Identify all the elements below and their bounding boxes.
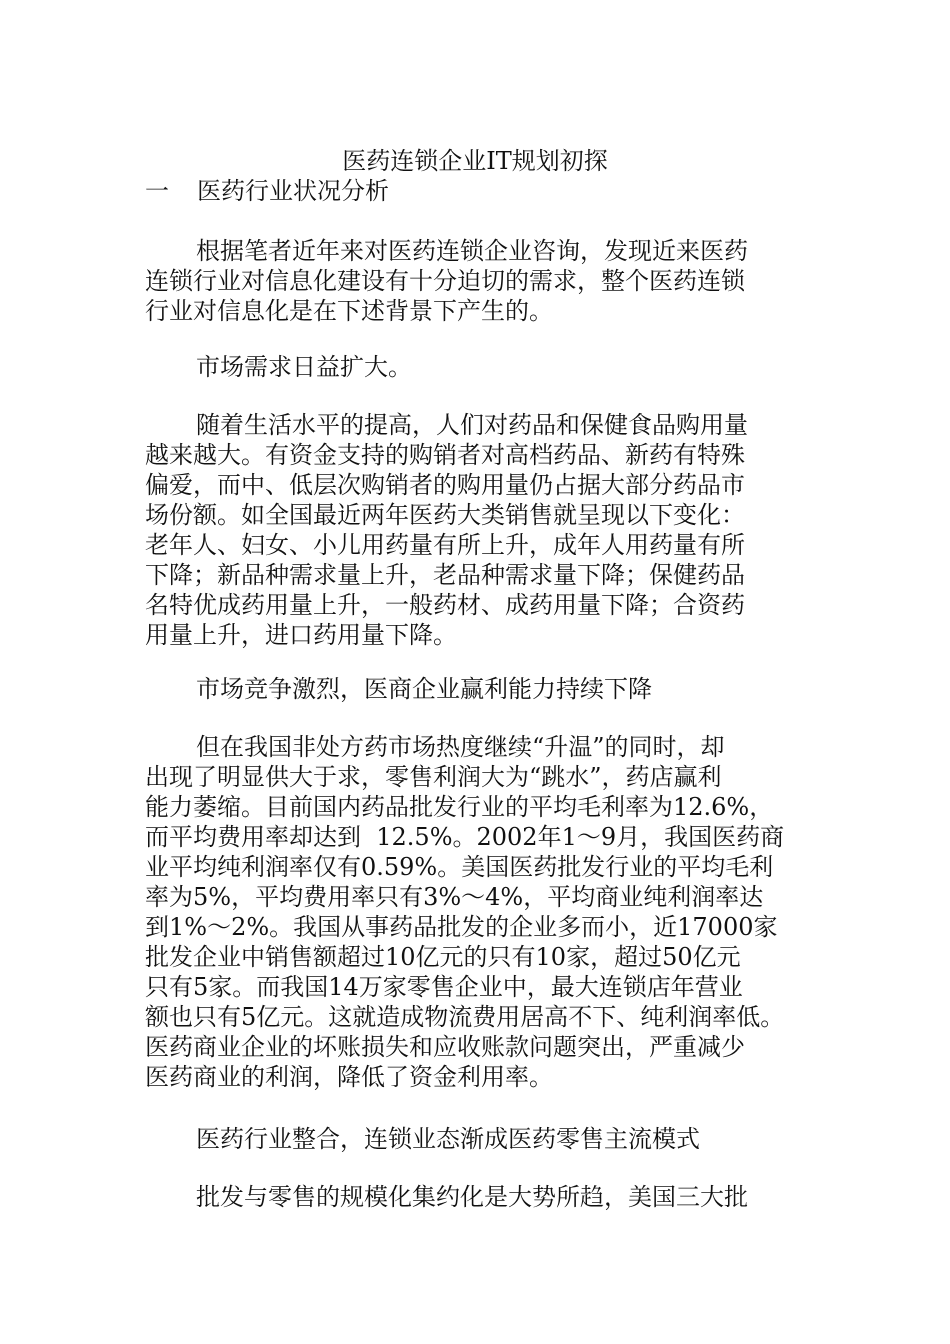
paragraph-line: 批发与零售的规模化集约化是大势所趋，美国三大批 (196, 1183, 748, 1211)
paragraph-line: 用量上升，进口药用量下降。 (145, 621, 457, 649)
paragraph-line: 越来越大。有资金支持的购销者对高档药品、新药有特殊 (145, 441, 745, 469)
paragraph-line: 而平均费用率却达到 12.5%。2002年1～9月，我国医药商 (145, 823, 785, 851)
paragraph-line: 但在我国非处方药市场热度继续“升温”的同时，却 (196, 733, 725, 761)
subheading: 医药行业整合，连锁业态渐成医药零售主流模式 (196, 1125, 700, 1153)
paragraph-line: 下降；新品种需求量上升，老品种需求量下降；保健药品 (145, 561, 745, 589)
paragraph-line: 业平均纯利润率仅有0.59%。美国医药批发行业的平均毛利 (145, 853, 774, 881)
paragraph-line: 根据笔者近年来对医药连锁企业咨询，发现近来医药 (196, 237, 748, 265)
section-title: 医药行业状况分析 (197, 177, 389, 205)
subheading: 市场需求日益扩大。 (196, 353, 412, 381)
paragraph-line: 出现了明显供大于求，零售利润大为“跳水”，药店赢利 (145, 763, 722, 791)
paragraph-line: 到1%～2%。我国从事药品批发的企业多而小，近17000家 (145, 913, 778, 941)
paragraph-line: 只有5家。而我国14万家零售企业中，最大连锁店年营业 (145, 973, 743, 1001)
paragraph-line: 医药商业的利润，降低了资金利用率。 (145, 1063, 553, 1091)
paragraph-line: 偏爱，而中、低层次购销者的购用量仍占据大部分药品市 (145, 471, 745, 499)
paragraph-line: 场份额。如全国最近两年医药大类销售就呈现以下变化： (145, 501, 745, 529)
paragraph-line: 医药商业企业的坏账损失和应收账款问题突出，严重减少 (145, 1033, 745, 1061)
paragraph-line: 随着生活水平的提高，人们对药品和保健食品购用量 (196, 411, 748, 439)
paragraph-line: 连锁行业对信息化建设有十分迫切的需求，整个医药连锁 (145, 267, 745, 295)
section-number: 一 (145, 177, 169, 205)
paragraph-line: 老年人、妇女、小儿用药量有所上升，成年人用药量有所 (145, 531, 745, 559)
subheading: 市场竞争激烈，医商企业赢利能力持续下降 (196, 675, 652, 703)
paragraph-line: 额也只有5亿元。这就造成物流费用居高不下、纯利润率低。 (145, 1003, 785, 1031)
paragraph-line: 率为5%，平均费用率只有3%～4%，平均商业纯利润率达 (145, 883, 764, 911)
paragraph-line: 名特优成药用量上升，一般药材、成药用量下降；合资药 (145, 591, 745, 619)
paragraph-line: 行业对信息化是在下述背景下产生的。 (145, 297, 553, 325)
paragraph-line: 批发企业中销售额超过10亿元的只有10家，超过50亿元 (145, 943, 741, 971)
paragraph-line: 能力萎缩。目前国内药品批发行业的平均毛利率为12.6%， (145, 793, 774, 821)
section-heading (145, 176, 389, 206)
document-title: 医药连锁企业IT规划初探 (342, 147, 608, 175)
